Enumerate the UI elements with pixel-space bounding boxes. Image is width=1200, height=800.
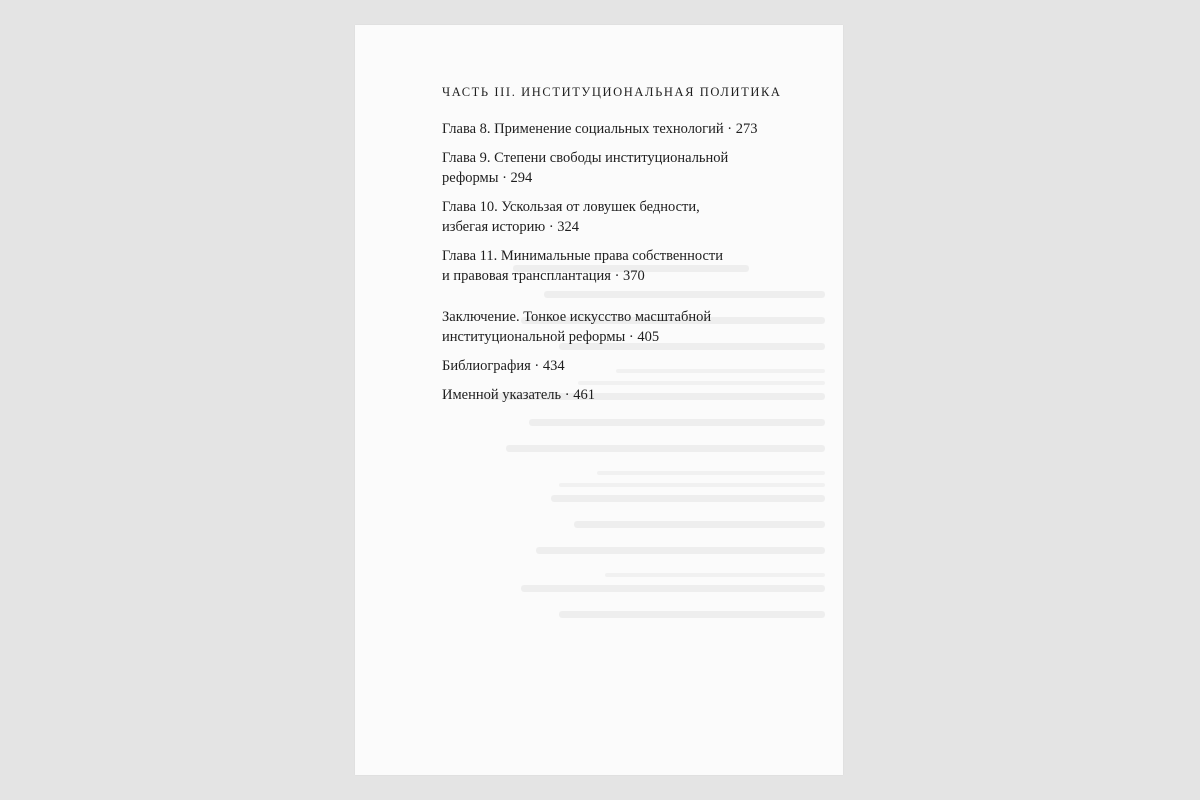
toc-entry-line: Глава 10. Ускользая от ловушек бедности, [442, 199, 700, 215]
toc-entry-line: Именной указатель · 461 [442, 387, 595, 403]
toc-entry-line: Библиография · 434 [442, 358, 565, 374]
toc-entry-conclusion [442, 307, 832, 347]
toc-entry-chapter-8 [442, 119, 832, 139]
toc-list [442, 119, 832, 405]
toc-entry-line: Заключение. Тонкое искусство масштабной [442, 309, 712, 325]
toc-entry-chapter-11 [442, 246, 832, 286]
toc-entry-line: реформы · 294 [442, 170, 533, 186]
toc-entry-line: Глава 8. Применение социальных технологий · 273 [442, 121, 758, 137]
part-heading: ЧАСТЬ III. ИНСТИТУЦИОНАЛЬНАЯ ПОЛИТИКА [442, 85, 782, 99]
toc-entry-name-index [442, 385, 832, 405]
toc-entry-line: институциональной реформы · 405 [442, 329, 660, 345]
toc-entry-line: Глава 9. Степени свободы институциональной [442, 150, 729, 166]
toc-entry-chapter-10 [442, 197, 832, 237]
toc-entry-bibliography [442, 356, 832, 376]
book-page [355, 25, 843, 775]
toc-entry-line: Глава 11. Минимальные права собственности [442, 248, 723, 264]
toc-entry-chapter-9 [442, 148, 832, 188]
toc-entry-line: и правовая трансплантация · 370 [442, 268, 645, 284]
table-of-contents [442, 85, 832, 414]
toc-entry-line: избегая историю · 324 [442, 219, 580, 235]
